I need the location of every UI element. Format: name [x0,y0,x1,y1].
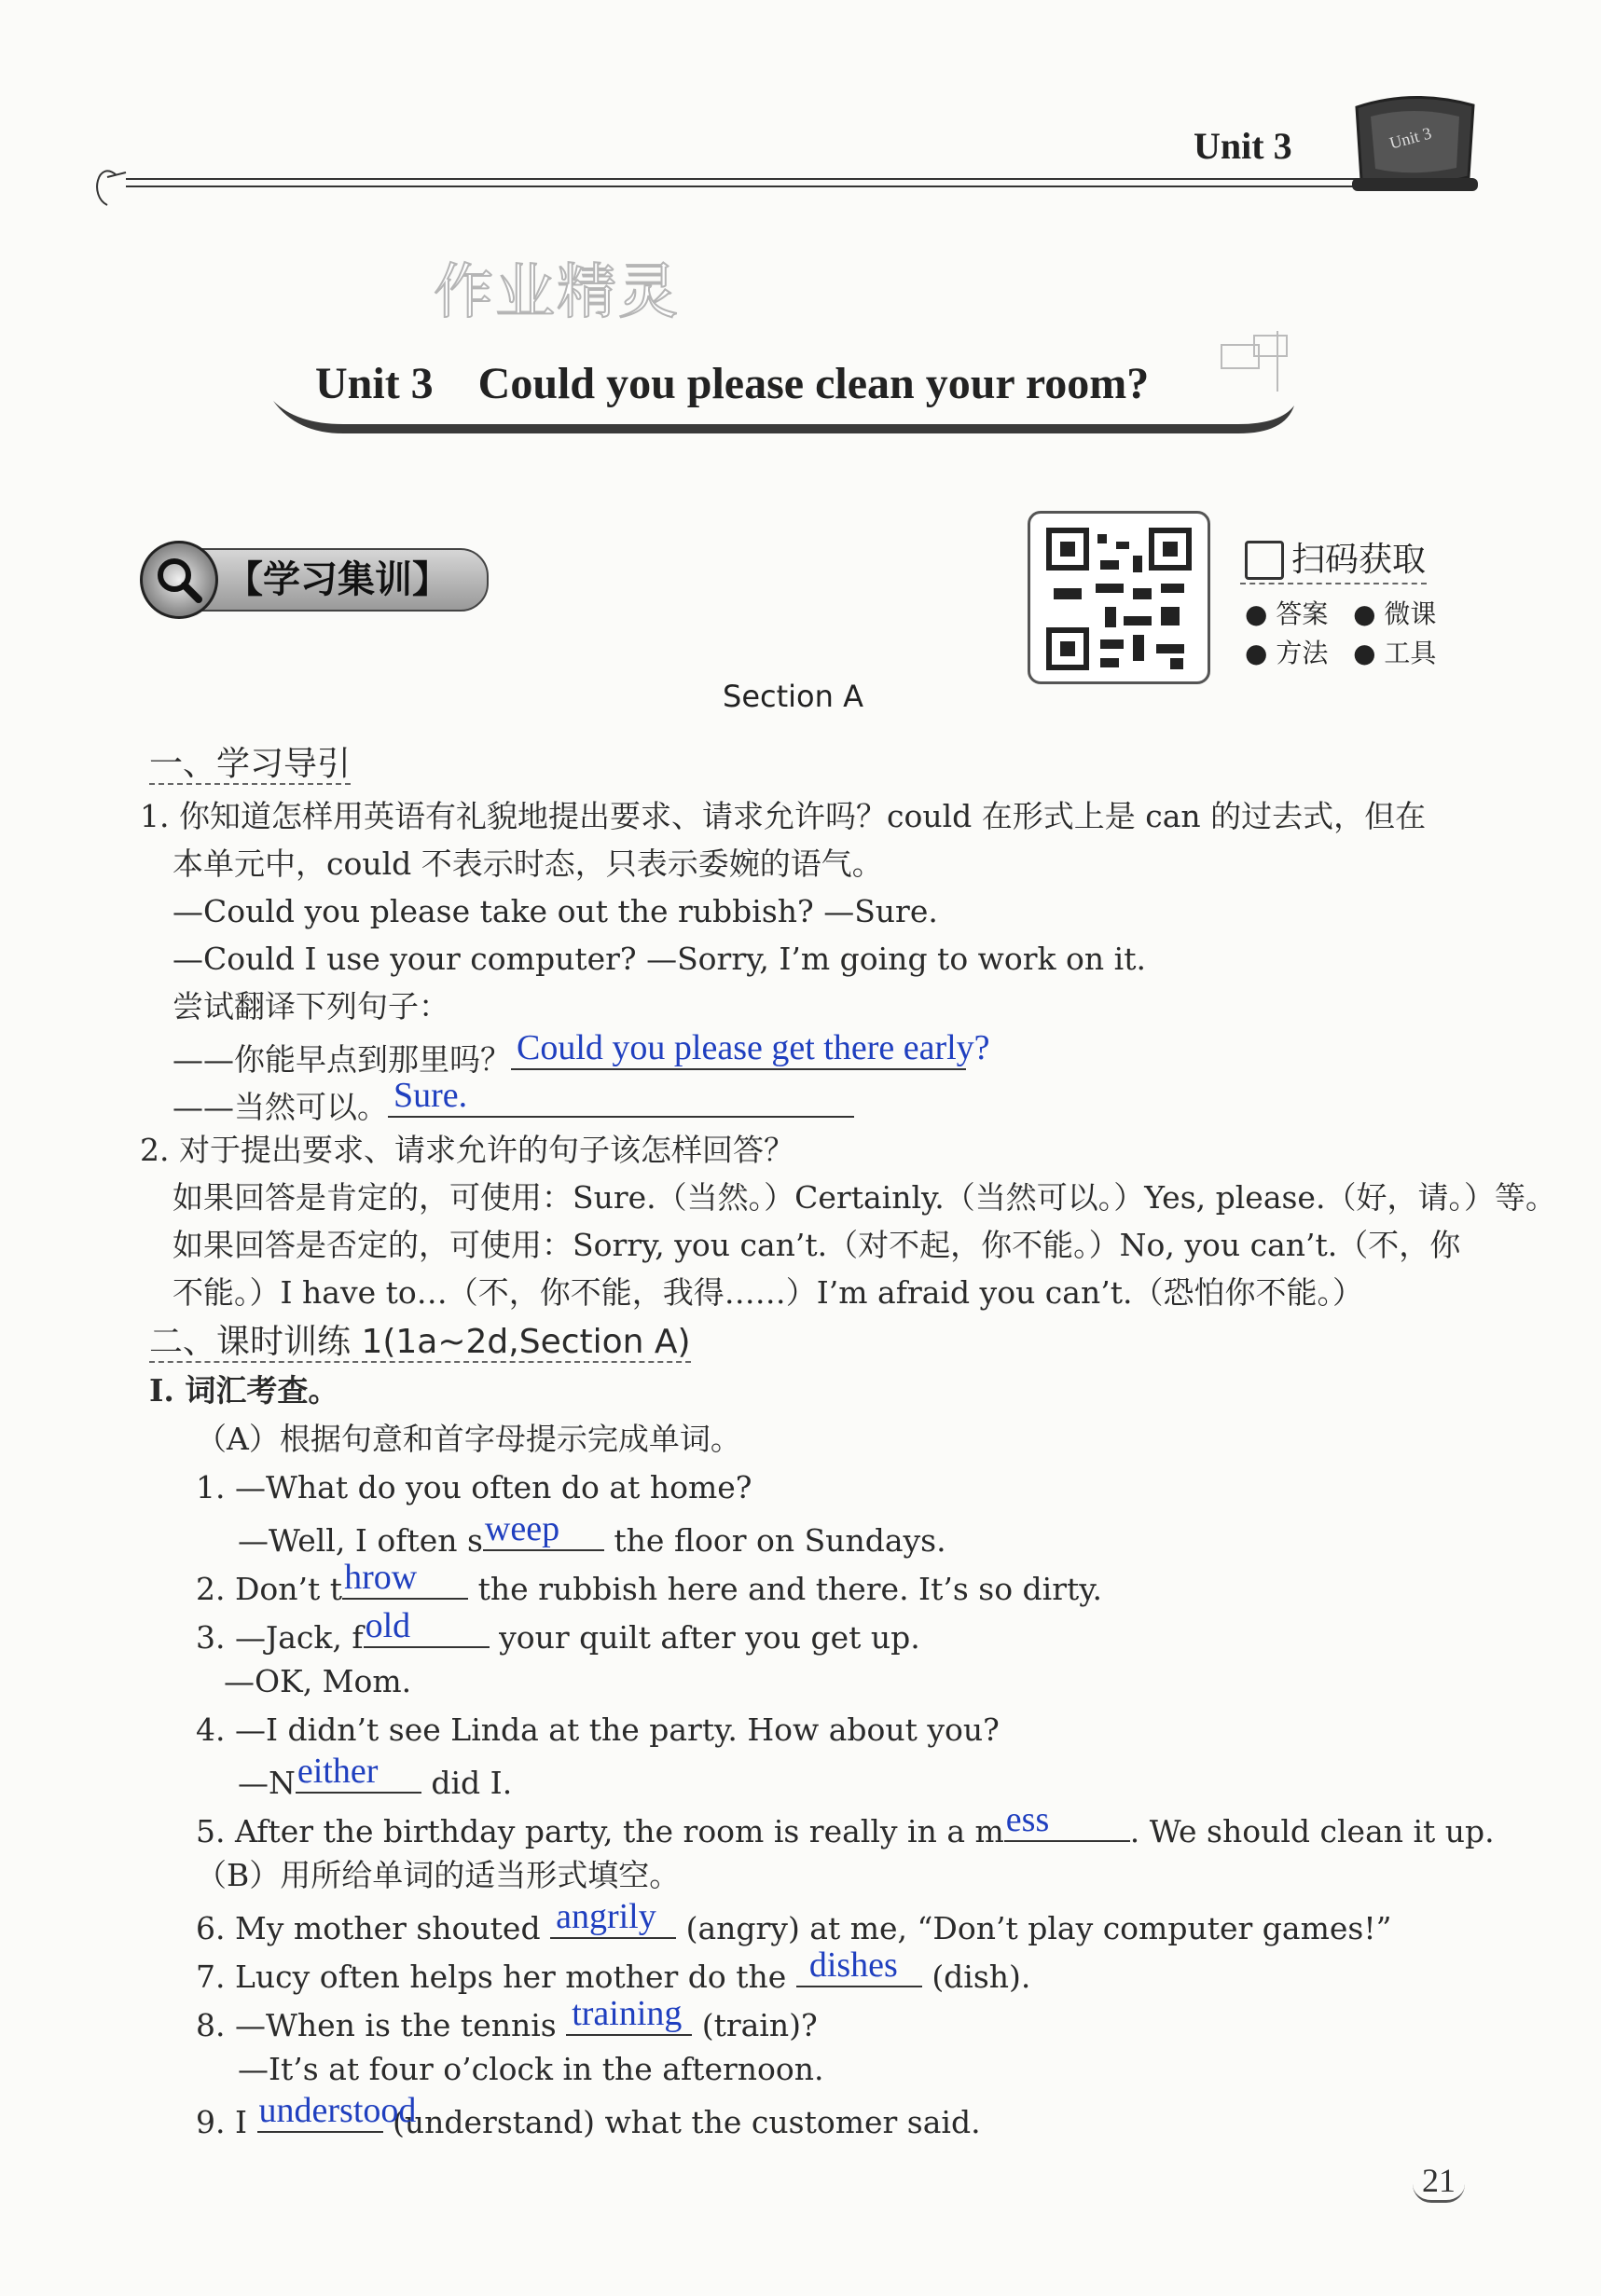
translation-2 [173,1076,854,1126]
unit-badge-text: Unit 3 [1387,123,1434,153]
item-2-pre: 2. Don’t t [196,1571,343,1607]
item-1a: 1. —What do you often do at home? [196,1469,752,1505]
unit-title: Unit 3 Could you please clean your room? [315,359,1150,408]
item-8b: —It’s at four o’clock in the afternoon. [238,2051,824,2087]
item-5-answer: ess [1005,1800,1050,1839]
watermark: 作业精灵 [434,258,680,327]
qr-item-answer: 答案 [1276,598,1329,629]
title-underline [269,396,1304,443]
example-1: —Could you please take out the rubbish? —Sure. [173,893,938,929]
bullet-icon: ● [1353,638,1376,668]
item-2-post: the rubbish here and there. It’s so dirty. [477,1571,1103,1607]
qr-title: 扫码获取 [1291,541,1427,579]
translation-2-answer: Sure. [393,1076,468,1115]
item-7-answer: dishes [808,1945,898,1985]
item-8-blank[interactable] [566,1994,692,2036]
qr-code[interactable] [1028,511,1210,684]
item-9-post: (understand) what the customer said. [393,2104,981,2140]
item-1b [238,1509,946,1560]
item-4-answer: either [297,1752,379,1791]
item-8-pre: 8. —When is the tennis [196,2007,557,2043]
item-2-blank[interactable] [342,1558,468,1600]
item-1b-post: the floor on Sundays. [614,1522,946,1559]
q2-heading: 2. 对于提出要求、请求允许的句子该怎样回答？ [140,1132,794,1168]
translation-2-prompt: ——当然可以。 [173,1089,388,1125]
header-unit-label: Unit 3 [1194,125,1292,167]
search-icon [140,541,218,619]
item-3-post: your quilt after you get up. [499,1619,920,1656]
translation-1 [173,1028,990,1079]
item-3-answer: old [365,1606,411,1645]
item-3-pre: 3. —Jack, f [196,1619,364,1656]
part1-heading: 一、学习导引 [149,745,352,783]
item-7-pre: 7. Lucy often helps her mother do the [196,1959,787,1995]
item-7 [196,1945,1031,1996]
item-9-blank[interactable] [257,2091,417,2133]
item-2-answer: hrow [344,1558,418,1597]
q2-line1: 如果回答是肯定的，可使用：Sure.（当然。）Certainly.（当然可以。）Yes, please.（好，请。）等。 [173,1179,1556,1216]
item-4b-post: did I. [431,1765,513,1801]
sub-b-heading: （B）用所给单词的适当形式填空。 [196,1857,681,1893]
example-2: —Could I use your computer? —Sorry, I’m going to work on it. [173,941,1146,977]
item-5-pre: 5. After the birthday party, the room is really in a m [196,1813,1004,1849]
item-8 [196,1994,818,2044]
translation-1-blank[interactable] [511,1028,990,1070]
sub-a-heading: （A）根据句意和首字母提示完成单词。 [196,1421,741,1457]
bullet-icon: ● [1353,598,1376,629]
item-6-post: (angry) at me, “Don’t play computer games!” [685,1910,1392,1946]
bullet-icon: ● [1245,638,1268,668]
study-banner [140,541,494,617]
item-3b: —OK, Mom. [224,1663,412,1699]
item-4b [238,1752,513,1802]
item-8-post: (train)? [701,2007,818,2043]
item-6 [196,1897,1392,1947]
scan-icon [1245,541,1284,580]
vocab-heading: Ⅰ. 词汇考查。 [149,1372,339,1409]
item-4a: 4. —I didn’t see Linda at the party. How about you? [196,1712,1000,1748]
item-8-answer: training [572,1994,683,2033]
item-6-answer: angrily [556,1897,656,1936]
item-7-post: (dish). [932,1959,1031,1995]
banner-label: 【学习集训】 [226,558,449,601]
item-6-pre: 6. My mother shouted [196,1910,541,1946]
qr-item-method: 方法 [1276,638,1329,668]
flag-icon [1212,317,1305,410]
qr-divider [1240,583,1427,584]
translation-1-prompt: ——你能早点到那里吗？ [173,1041,511,1078]
qr-items [1245,595,1436,673]
translation-2-blank[interactable] [388,1076,854,1118]
item-9-pre: 9. I [196,2104,248,2140]
bullet-icon: ● [1245,598,1268,629]
q2-line3: 不能。）I have to…（不，你不能，我得……）I’m afraid you can’t.（恐怕你不能。） [173,1274,1363,1311]
item-1-blank[interactable] [483,1509,604,1551]
item-3-blank[interactable] [364,1606,490,1648]
item-3 [196,1606,920,1657]
item-1-answer: weep [484,1509,560,1548]
item-7-blank[interactable] [796,1945,922,1987]
q1-line2: 本单元中，could 不表示时态，只表示委婉的语气。 [173,846,883,882]
item-5-blank[interactable] [1004,1800,1130,1842]
translation-1-answer: Could you please get there early? [517,1028,990,1067]
page-number: 21 [1413,2161,1465,2203]
qr-item-video: 微课 [1384,598,1437,629]
part2-heading: 二、课时训练 1(1a~2d,Section A) [149,1323,691,1361]
item-4-blank[interactable] [296,1752,421,1794]
item-9 [196,2091,981,2141]
item-1b-pre: —Well, I often s [238,1522,483,1559]
item-4b-pre: —N [238,1765,296,1801]
try-translate: 尝试翻译下列句子： [173,988,449,1024]
section-heading: Section A [723,679,863,714]
item-5 [196,1800,1495,1850]
item-9-answer: understood [258,2091,417,2130]
q2-line2: 如果回答是否定的，可使用：Sorry, you can’t.（对不起，你不能。）No, you can’t.（不，你 [173,1227,1461,1263]
qr-item-tool: 工具 [1384,638,1437,668]
item-6-blank[interactable] [550,1897,676,1939]
item-2 [196,1558,1103,1608]
q1-line1: 1. 你知道怎样用英语有礼貌地提出要求、请求允许吗？could 在形式上是 can 的过去式，但在 [140,798,1427,834]
item-5-post: . We should clean it up. [1129,1813,1495,1849]
